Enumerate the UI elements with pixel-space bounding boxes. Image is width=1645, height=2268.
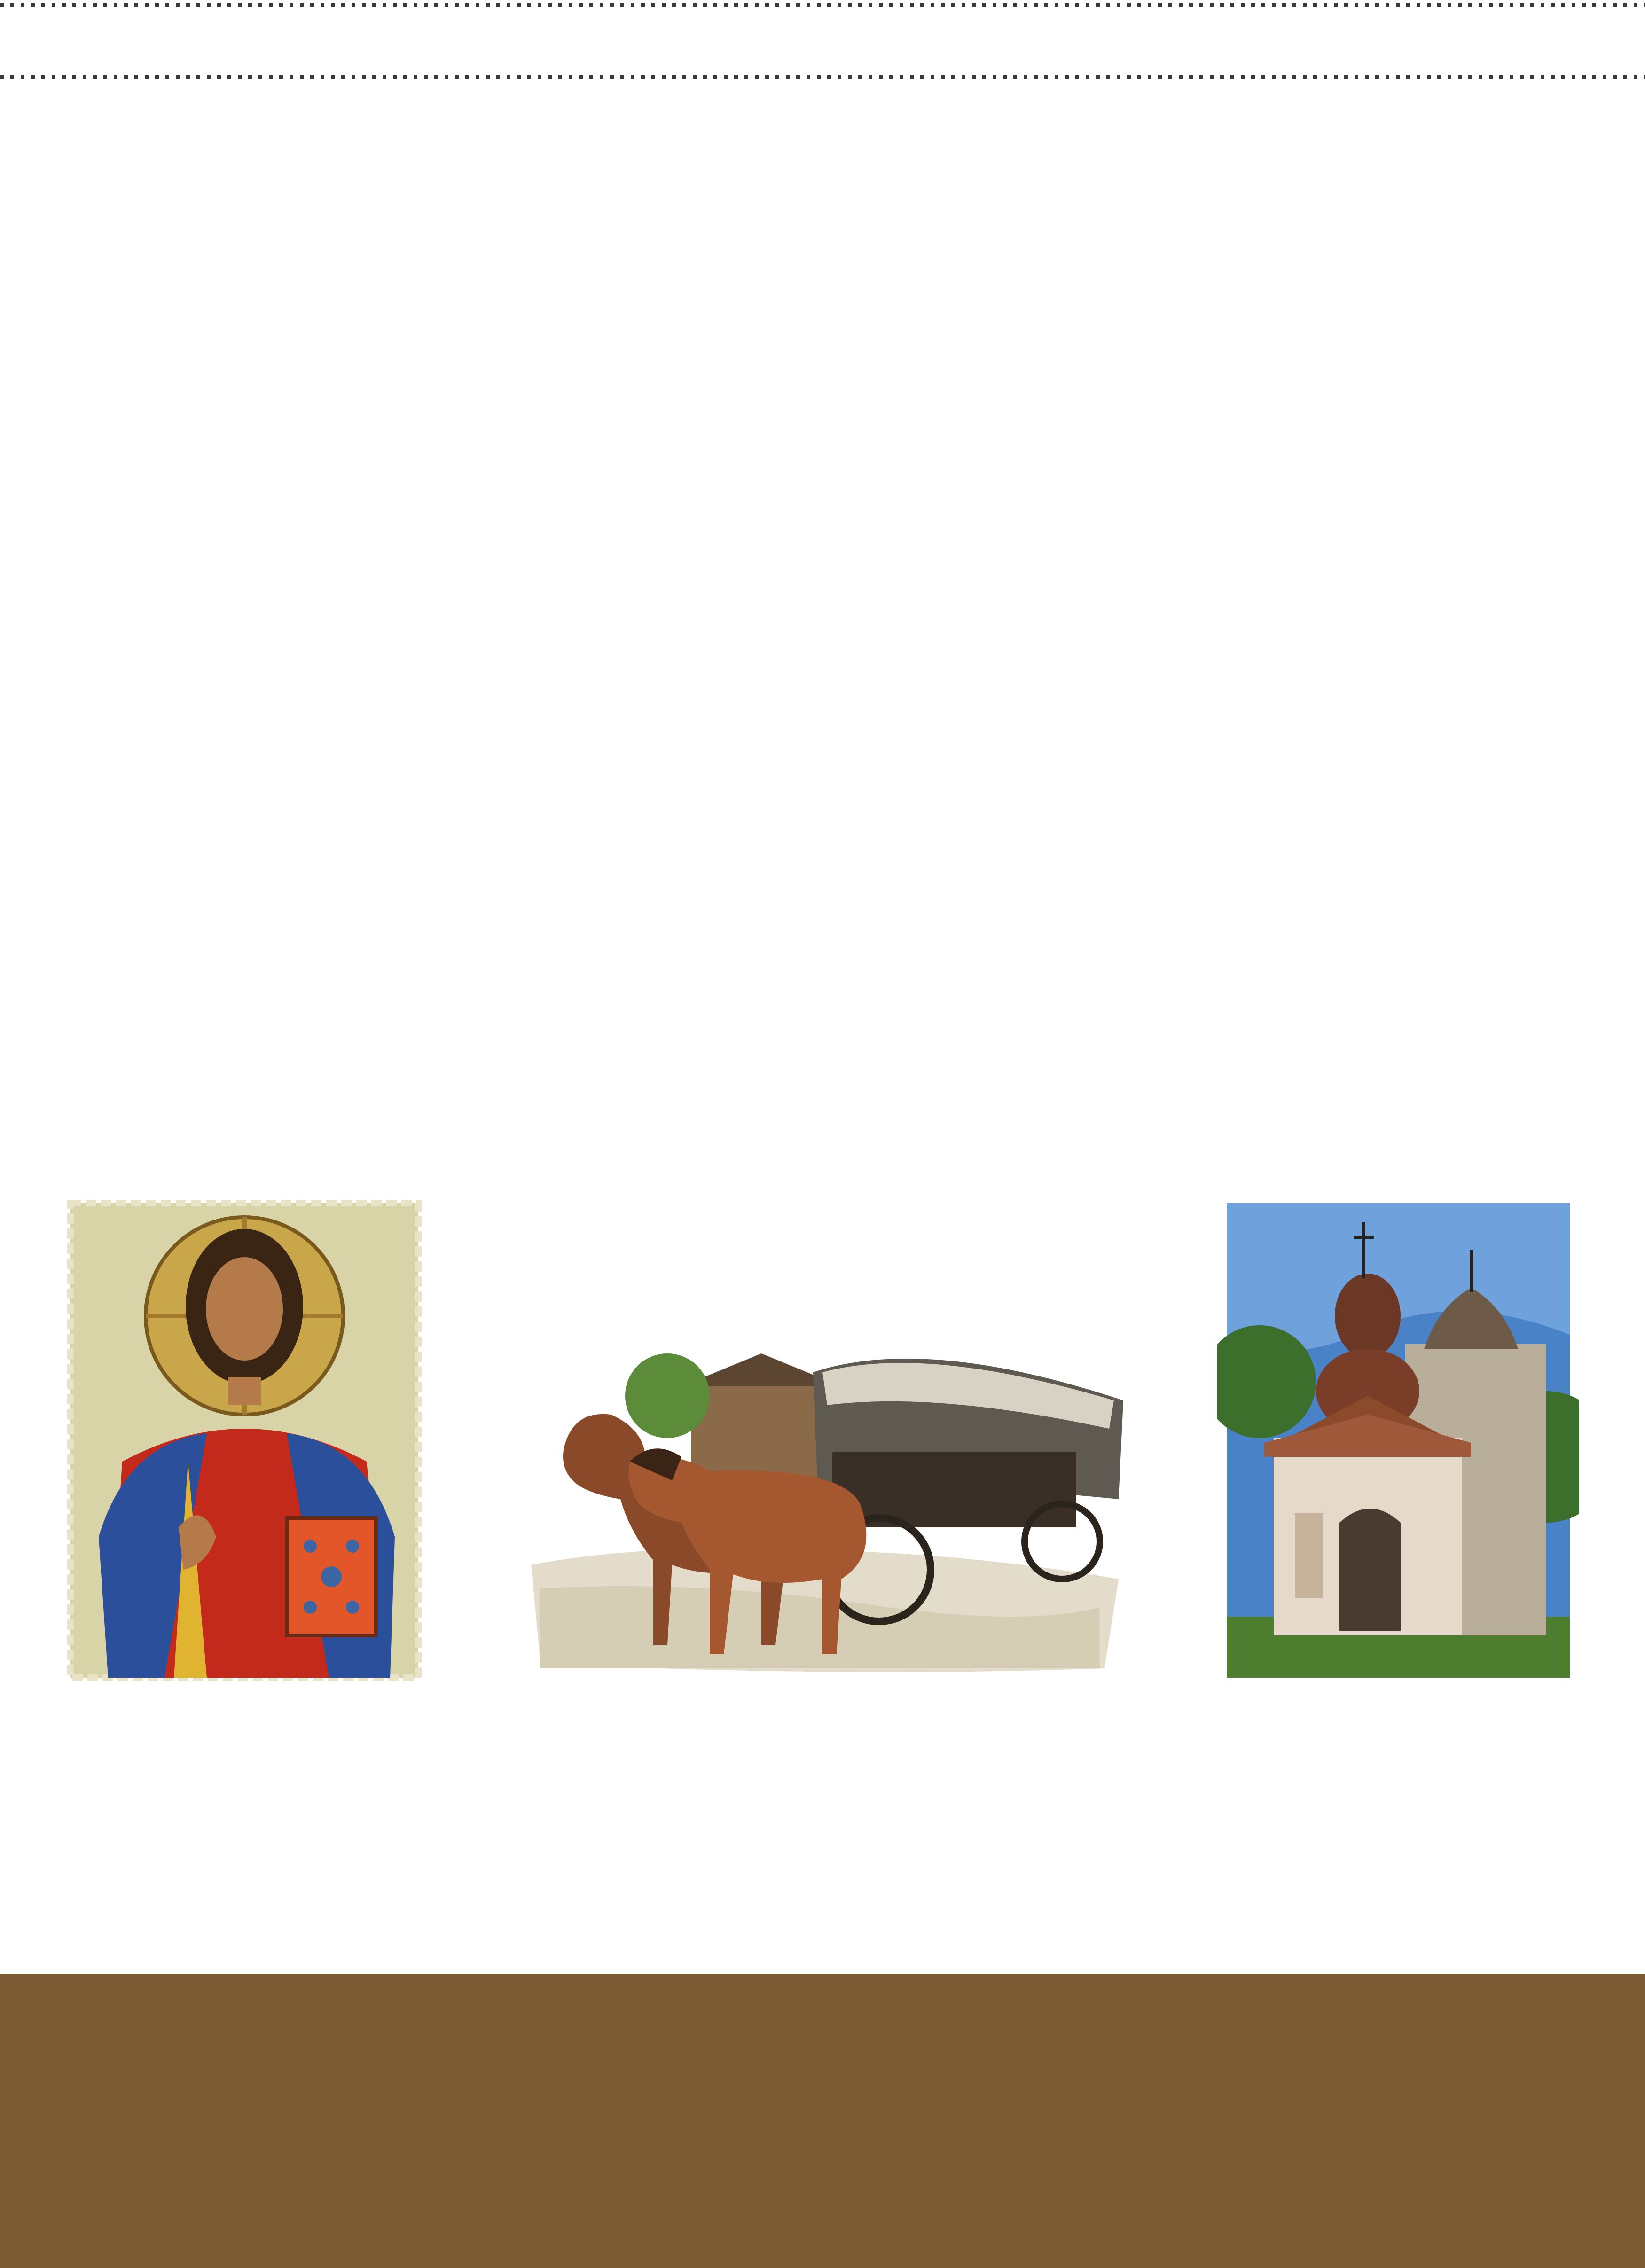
top-embroidery-border bbox=[0, 0, 1645, 80]
wooden-church-picture bbox=[1217, 1194, 1579, 1687]
schedule-item bbox=[0, 728, 1645, 782]
section-zagroda bbox=[0, 898, 1645, 1059]
schedule-item bbox=[0, 674, 1645, 728]
footer-band bbox=[0, 1974, 1645, 2268]
schedule-item bbox=[0, 1006, 1645, 1060]
schedule-item bbox=[0, 620, 1645, 674]
bottom-embroidery-border bbox=[0, 1734, 1645, 1974]
schedule-item bbox=[0, 952, 1645, 1006]
christ-icon-painting bbox=[66, 1198, 423, 1682]
horse-wagon-picture bbox=[512, 1344, 1133, 1673]
section-cerkiew bbox=[0, 620, 1645, 782]
schedule-item bbox=[0, 898, 1645, 952]
